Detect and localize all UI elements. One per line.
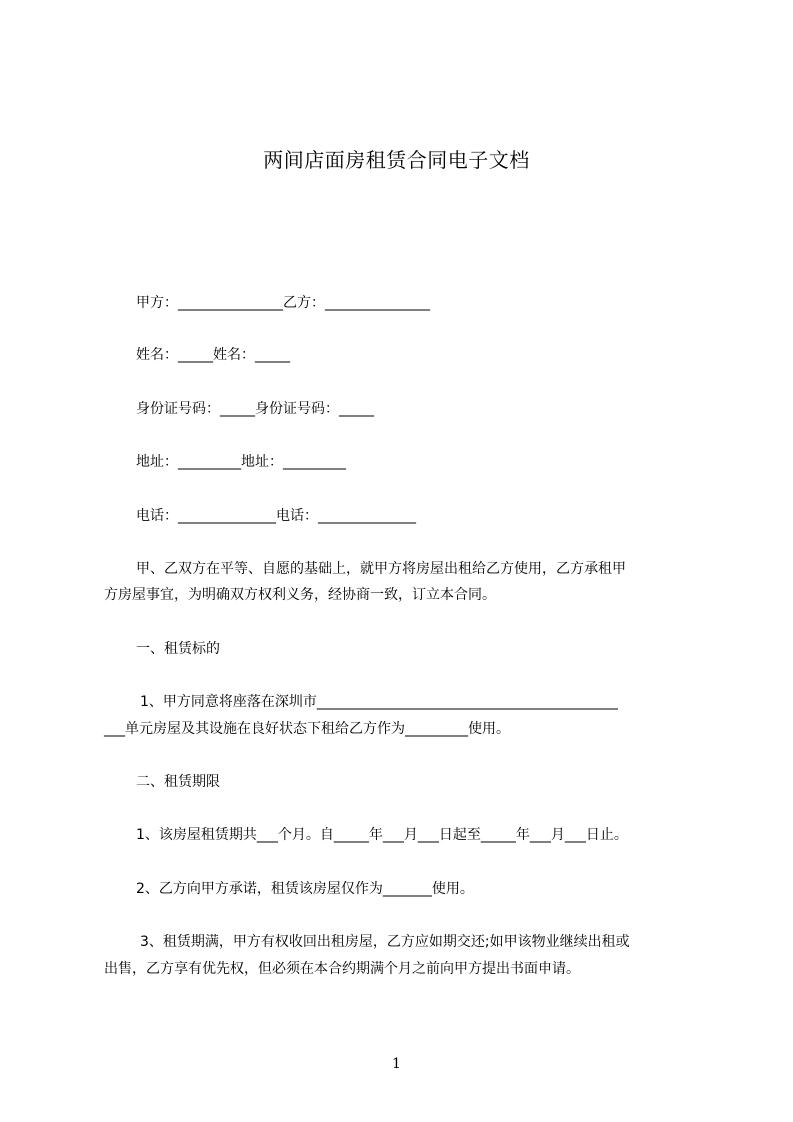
clause-1-1-line-2: ___单元房屋及其设施在良好状态下租给乙方作为_________使用。 xyxy=(104,721,510,737)
clause-1-1-line-1: 1、甲方同意将座落在深圳市___________________________________________ xyxy=(140,694,618,710)
name-line: 姓名：_____姓名：_____ xyxy=(136,347,290,363)
preamble-line-2: 方房屋事宜，为明确双方权利义务，经协商一致，订立本合同。 xyxy=(104,587,496,603)
preamble-line-1: 甲、乙双方在平等、自愿的基础上，就甲方将房屋出租给乙方使用，乙方承租甲 xyxy=(136,561,626,577)
party-line: 甲方：_______________乙方：_______________ xyxy=(136,295,430,311)
page-number: 1 xyxy=(392,1056,401,1072)
clause-2-1: 1、该房屋租赁期共___个月。自_____年___月___日起至_____年___月___日止。 xyxy=(136,827,628,843)
clause-2-2: 2、乙方向甲方承诺，租赁该房屋仅作为_______使用。 xyxy=(136,881,474,897)
phone-line: 电话：______________电话：______________ xyxy=(136,508,416,524)
id-number-line: 身份证号码：_____身份证号码：_____ xyxy=(136,401,374,417)
address-line: 地址：_________地址：_________ xyxy=(136,454,346,470)
document-title: 两间店面房租赁合同电子文档 xyxy=(263,148,530,172)
section-heading-2: 二、租赁期限 xyxy=(136,774,220,790)
clause-2-3-line-1: 3、租赁期满，甲方有权收回出租房屋，乙方应如期交还;如甲该物业继续出租或 xyxy=(140,934,630,950)
clause-2-3-line-2: 出售，乙方享有优先权，但必须在本合约期满个月之前向甲方提出书面申请。 xyxy=(104,961,580,977)
section-heading-1: 一、租赁标的 xyxy=(136,641,220,657)
